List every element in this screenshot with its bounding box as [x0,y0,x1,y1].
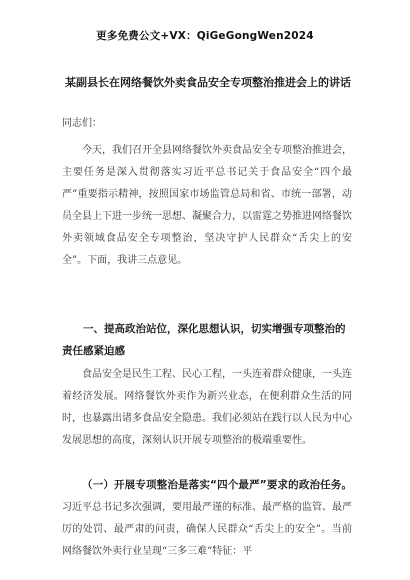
sub-section-one-paragraph [62,474,352,563]
promo-banner: 更多免费公文+VX：QiGeGongWen2024 [96,30,314,42]
document-title: 某副县长在网络餐饮外卖食品安全专项整治推进会上的讲话 [65,76,351,89]
section-one-heading: 一、提高政治站位，深化思想认识，切实增强专项整治的责任感紧迫感 [62,323,346,357]
intro-paragraph: 今天，我们召开全县网络餐饮外卖食品安全专项整治推进会，主要任务是深入贯彻落实习近平总书记关于食品安全“四个最严”重要指示精神，按照国家市场监管总局和省、市统一部署，动员全县上下进一步统一思想、凝聚合力，以雷霆之势推进网络餐饮外卖领域食品安全专项整治，坚决守护人民群众“舌尖上的安全”。下面，我讲三点意见。 [62,145,352,266]
section-one-paragraph: 食品安全是民生工程、民心工程，一头连着群众健康，一头连着经济发展。网络餐饮外卖作为新兴业态，在便利群众生活的同时，也暴露出诸多食品安全隐患。我们必须站在践行以人民为中心发展思想的高度，深刻认识开展专项整治的极端重要性。 [62,369,352,446]
sub-section-one-text: 习近平总书记多次强调，要用最严谨的标准、最严格的监管、最严厉的处罚、最严肃的问责，确保人民群众“舌尖上的安全”。当前网络餐饮外卖行业呈现“三多三难”特征：平 [62,502,352,557]
salutation: 同志们： [62,118,102,129]
sub-section-one-heading: （一）开展专项整治是落实“四个最严”要求的政治任务。 [82,479,352,491]
